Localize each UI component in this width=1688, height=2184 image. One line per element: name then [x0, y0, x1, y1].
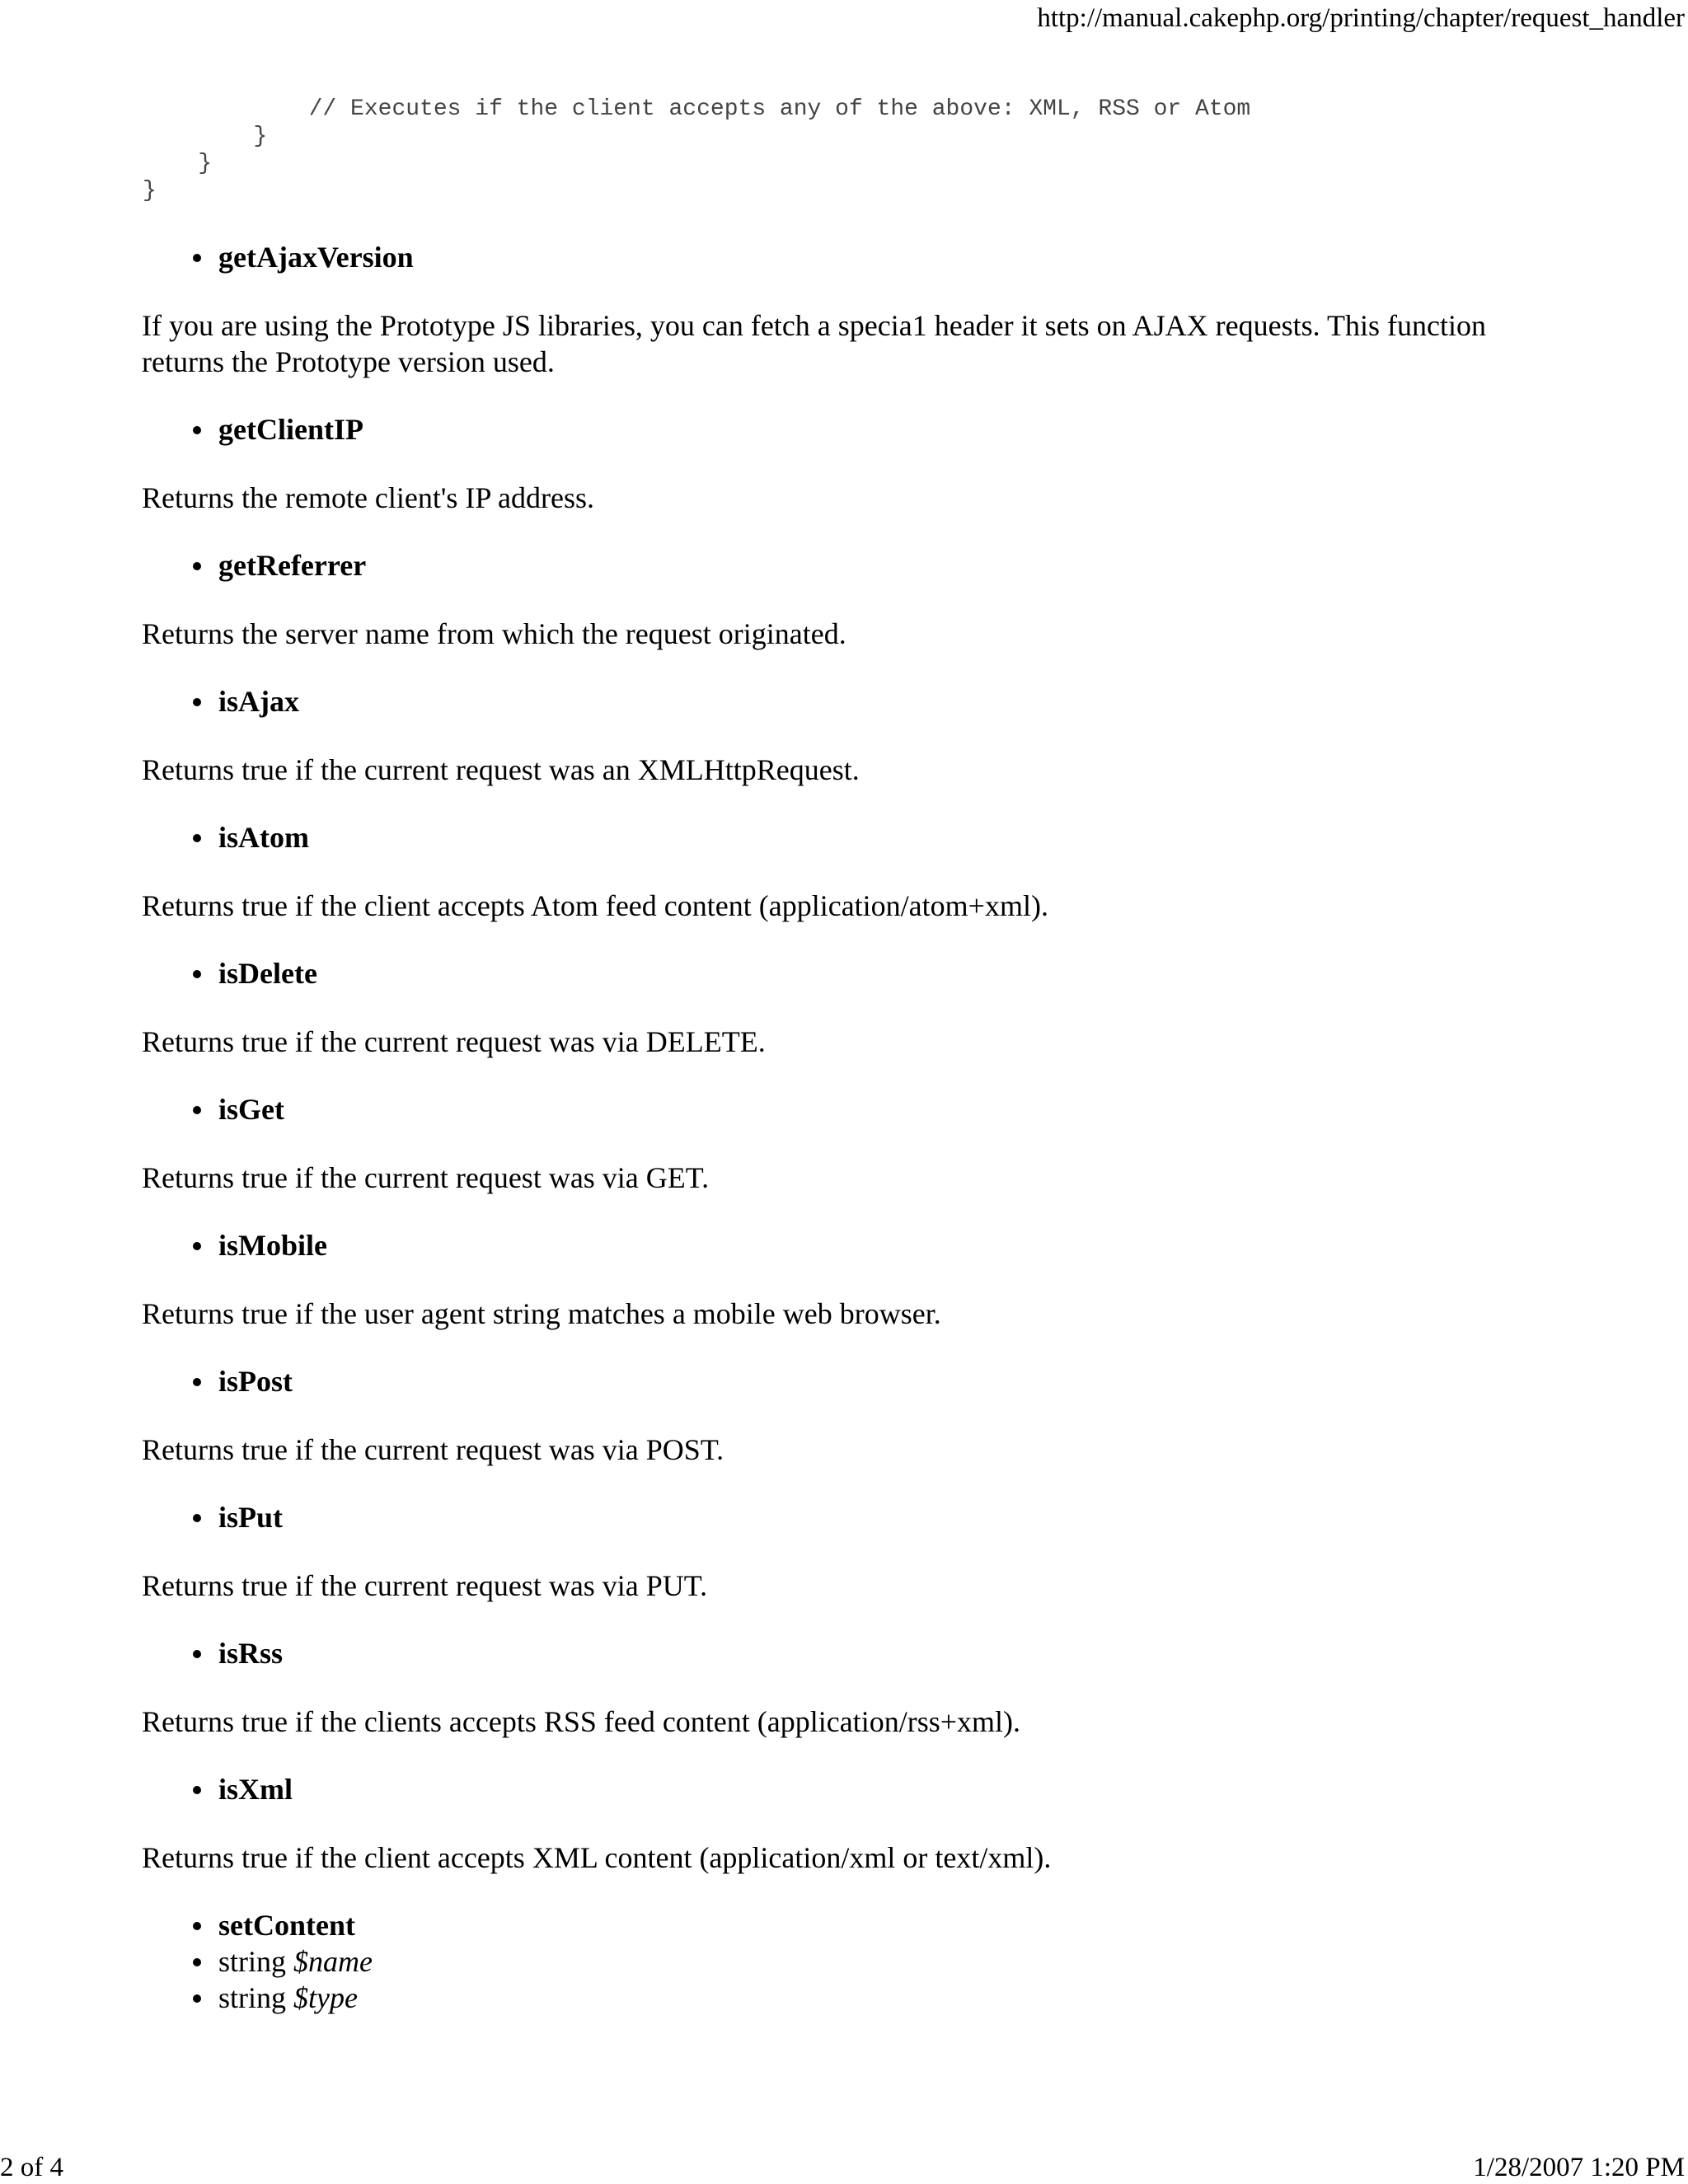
method-name: getAjaxVersion — [218, 241, 414, 274]
method-entry-getajaxversion — [142, 239, 1559, 380]
method-entry-isget — [142, 1091, 1559, 1196]
method-name: setContent — [218, 1909, 355, 1942]
method-name: isAjax — [218, 685, 299, 718]
code-line: } — [143, 151, 213, 176]
method-description: Returns true if the current request was via DELETE. — [142, 1025, 766, 1058]
bullet-icon — [193, 1378, 201, 1386]
method-description: Returns the server name from which the request originated. — [142, 617, 846, 650]
code-block — [143, 96, 1250, 204]
method-description: Returns true if the user agent string matches a mobile web browser. — [142, 1297, 941, 1330]
bullet-icon — [193, 1922, 201, 1930]
method-description: Returns true if the client accepts XML content (application/xml or text/xml). — [142, 1841, 1052, 1874]
method-name: isXml — [218, 1773, 293, 1806]
method-entry-isput — [142, 1499, 1559, 1604]
bullet-icon — [193, 698, 201, 706]
code-line: } — [143, 178, 157, 204]
bullet-icon — [193, 562, 201, 570]
print-header-url: http://manual.cakephp.org/printing/chapter/request_handler — [1037, 3, 1685, 33]
param-item — [142, 1980, 1559, 2016]
method-name: isMobile — [218, 1229, 327, 1262]
bullet-icon — [193, 1514, 201, 1522]
method-entry-getreferrer — [142, 547, 1559, 652]
bullet-icon — [193, 1650, 201, 1658]
method-list — [142, 239, 1559, 2016]
method-name: getClientIP — [218, 413, 363, 446]
method-description: Returns true if the current request was via GET. — [142, 1161, 710, 1194]
method-description: Returns true if the client accepts Atom feed content (application/atom+xml). — [142, 889, 1048, 922]
method-entry-isatom — [142, 819, 1559, 924]
method-name: isAtom — [218, 821, 309, 854]
method-entry-setcontent — [142, 1907, 1559, 2016]
code-line: } — [143, 124, 268, 149]
code-line: // Executes if the client accepts any of the above: XML, RSS or Atom — [143, 96, 1251, 122]
param-name: $type — [293, 1981, 358, 2014]
method-entry-isajax — [142, 683, 1559, 788]
method-name: isRss — [218, 1637, 284, 1670]
method-name: isGet — [218, 1093, 284, 1126]
method-entry-getclientip — [142, 411, 1559, 516]
method-description: Returns true if the current request was via POST. — [142, 1433, 724, 1466]
param-type: string — [218, 1945, 287, 1978]
method-description: Returns true if the clients accepts RSS feed content (application/rss+xml). — [142, 1705, 1021, 1738]
page-number: 2 of 4 — [0, 2153, 63, 2182]
bullet-icon — [193, 254, 201, 262]
bullet-icon — [193, 1106, 201, 1114]
param-item — [142, 1943, 1559, 1980]
bullet-icon — [193, 1994, 201, 2003]
method-description: If you are using the Prototype JS libraries, you can fetch a specia1 header it sets on AJAX requests. This function returns the Prototype version used. — [142, 309, 1486, 378]
param-name: $name — [293, 1945, 373, 1978]
method-description: Returns the remote client's IP address. — [142, 481, 595, 514]
method-name: isPost — [218, 1365, 293, 1398]
param-type: string — [218, 1981, 287, 2014]
method-entry-isrss — [142, 1635, 1559, 1740]
method-name: getReferrer — [218, 549, 367, 582]
method-description: Returns true if the current request was via PUT. — [142, 1569, 708, 1602]
method-entry-ispost — [142, 1363, 1559, 1468]
bullet-icon — [193, 1958, 201, 1966]
method-name: isDelete — [218, 957, 317, 990]
bullet-icon — [193, 834, 201, 842]
method-entry-isdelete — [142, 955, 1559, 1060]
bullet-icon — [193, 1786, 201, 1794]
bullet-icon — [193, 1242, 201, 1250]
print-datetime: 1/28/2007 1:20 PM — [1473, 2153, 1685, 2182]
method-description: Returns true if the current request was an XMLHttpRequest. — [142, 753, 860, 786]
bullet-icon — [193, 426, 201, 434]
method-entry-ismobile — [142, 1227, 1559, 1332]
method-entry-isxml — [142, 1771, 1559, 1876]
bullet-icon — [193, 970, 201, 978]
method-name: isPut — [218, 1501, 284, 1534]
